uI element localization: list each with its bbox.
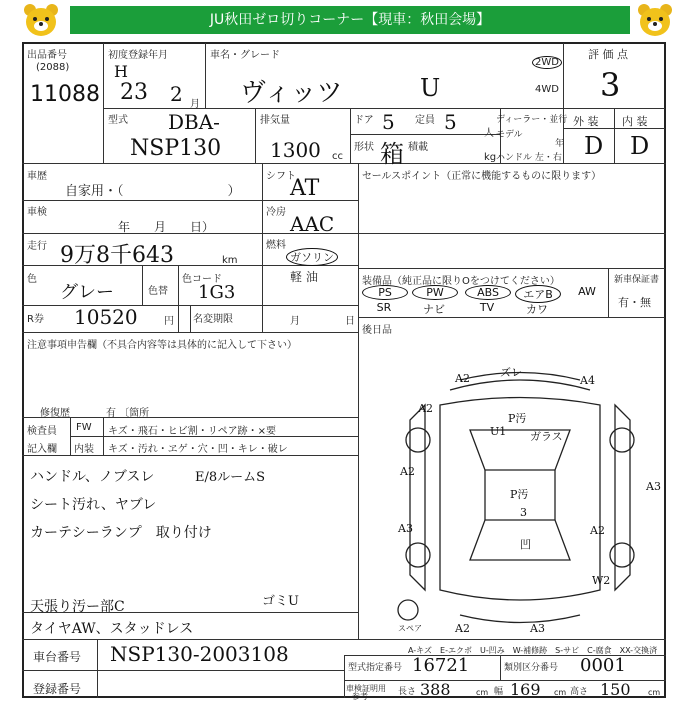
width-unit: cm bbox=[554, 688, 567, 697]
shape-value: 箱 bbox=[380, 140, 404, 168]
new-warranty-label: 新車保証書 bbox=[614, 275, 660, 285]
equipment-label: 装備品（純正品に限りOをつけてください） bbox=[362, 276, 560, 287]
equipment-item: カワ bbox=[526, 303, 548, 316]
name-change-month: 月 bbox=[290, 316, 300, 327]
notes-label: 注意事項申告欄（不具合内容等は具体的に記入して下さい） bbox=[27, 340, 297, 351]
registration-month: 2 bbox=[170, 82, 183, 106]
drive-4wd: 4WD bbox=[535, 84, 559, 95]
displacement-value: 1300 bbox=[270, 138, 321, 162]
color-value: グレー bbox=[60, 282, 114, 303]
fw-label: FW bbox=[76, 422, 92, 433]
fuel-other: 軽 油 bbox=[290, 270, 318, 284]
equipment-item: エアB bbox=[515, 285, 561, 303]
interior-note-label: 内装 bbox=[74, 444, 94, 455]
header-title: JU秋田ゼロ切りコーナー【現車：秋田会場】 bbox=[70, 6, 630, 34]
diagram-mark: A2 bbox=[455, 372, 470, 385]
selling-points-label: セールスポイント（正常に機能するものに限ります） bbox=[362, 171, 602, 182]
lot-number: 11088 bbox=[30, 82, 100, 107]
handwritten-note-4: 天張り汚ー部C bbox=[30, 599, 125, 615]
registration-era: H bbox=[114, 62, 128, 81]
width-value: 169 bbox=[510, 680, 541, 699]
equipment-item: ナビ bbox=[423, 303, 445, 316]
diagram-legend: A-キズ E-エクボ U-凹み W-補修跡 S-サビ C-腐食 XX-交換済 bbox=[408, 646, 658, 655]
registration-year: 23 bbox=[120, 80, 148, 105]
score-interior: D bbox=[630, 132, 650, 160]
diagram-mark: A3 bbox=[398, 522, 413, 535]
car-name-label: 車名・グレード bbox=[210, 50, 280, 61]
mileage-label: 走行 bbox=[27, 241, 47, 252]
diagram-mark: W2 bbox=[592, 574, 611, 587]
class-label: 類別区分番号 bbox=[504, 663, 559, 673]
diagram-mark: P汚 bbox=[508, 412, 527, 425]
lot-sub: (2088) bbox=[36, 62, 70, 73]
diagram-mark: A3 bbox=[530, 622, 545, 635]
score-label: 評 価 点 bbox=[588, 48, 628, 61]
recycle-label: R券 bbox=[27, 314, 44, 325]
color-code-label: 色コード bbox=[182, 274, 222, 285]
score-interior-label: 内 装 bbox=[622, 115, 648, 128]
drive-2wd: 2WD bbox=[532, 56, 562, 69]
doors-label: ドア bbox=[354, 115, 374, 126]
mileage-value: 9万8千643 bbox=[60, 243, 174, 268]
handwritten-note-1: ハンドル、ノブスレ bbox=[30, 469, 155, 485]
capacity-label: 定員 bbox=[415, 115, 435, 126]
bear-mascot-left-icon bbox=[22, 2, 60, 38]
name-change-label: 名変期限 bbox=[193, 314, 233, 325]
equipment-item: ABS bbox=[465, 285, 511, 300]
usage-value: 自家用・（ ） bbox=[65, 184, 241, 199]
model-code: NSP130 bbox=[130, 136, 222, 161]
handwritten-note-right-2: ゴミU bbox=[262, 594, 299, 609]
ref-label: 参考 bbox=[352, 692, 368, 701]
capacity-unit: 人 bbox=[484, 128, 494, 139]
length-unit: cm bbox=[476, 688, 489, 697]
frame-value: NSP130-2003108 bbox=[110, 642, 289, 666]
equipment-item: AW bbox=[578, 285, 596, 298]
height-label: 高さ bbox=[570, 687, 589, 697]
lot-label: 出品番号 bbox=[27, 50, 67, 61]
color-label: 色 bbox=[27, 274, 37, 285]
inspection-value: 年 月 日） bbox=[118, 220, 215, 234]
repaint-label: 色替 bbox=[148, 286, 168, 297]
registration-month-unit: 月 bbox=[190, 99, 200, 110]
score-exterior: D bbox=[584, 132, 604, 160]
equipment-item: TV bbox=[479, 301, 495, 314]
diagram-mark: 凹 bbox=[520, 538, 531, 551]
diagram-mark: A2 bbox=[400, 465, 415, 478]
recorder-label: 記入欄 bbox=[27, 444, 57, 455]
registration-label: 初度登録年月 bbox=[108, 50, 168, 61]
diagram-mark: U1 bbox=[490, 425, 507, 438]
type-designation-label: 型式指定番号 bbox=[348, 663, 403, 673]
cert-label: 車検証明用 bbox=[346, 684, 386, 693]
fuel-selected: ガソリン bbox=[286, 248, 338, 266]
transmission-label: シフト bbox=[266, 171, 296, 182]
displacement-unit: cc bbox=[332, 151, 343, 162]
displacement-label: 排気量 bbox=[260, 115, 290, 126]
handle-label: ハンドル 左・右 bbox=[496, 153, 562, 163]
mileage-unit: km bbox=[222, 255, 238, 266]
name-change-day: 日 bbox=[345, 316, 355, 327]
handwritten-note-right-1: E/8ルームS bbox=[195, 470, 266, 485]
recycle-value: 10520 bbox=[74, 305, 138, 329]
model-year-label: モデル bbox=[496, 130, 523, 140]
height-unit: cm bbox=[648, 688, 661, 697]
diagram-mark: A3 bbox=[646, 480, 661, 493]
repair-value: 有 〔箇所 bbox=[106, 408, 150, 419]
load-label: 積載 bbox=[408, 142, 428, 153]
reg-number-label: 登録番号 bbox=[33, 682, 82, 696]
diagram-mark: A2 bbox=[418, 402, 433, 415]
usage-label: 車歴 bbox=[27, 171, 47, 182]
equipment-item: PW bbox=[412, 285, 458, 300]
diagram-mark: 3 bbox=[520, 506, 527, 519]
length-label: 長さ bbox=[398, 687, 417, 697]
handwritten-note-5: タイヤAW、スタッドレス bbox=[30, 621, 194, 637]
car-name: ヴィッツ bbox=[240, 78, 343, 108]
fuel-label: 燃料 bbox=[266, 240, 286, 251]
bear-mascot-right-icon bbox=[636, 2, 674, 38]
type-designation-value: 16721 bbox=[412, 655, 470, 676]
dealer-label: ディーラー・並行 bbox=[496, 115, 568, 125]
header bbox=[0, 0, 700, 40]
model-prefix: DBA- bbox=[168, 110, 220, 134]
class-value: 0001 bbox=[580, 655, 626, 676]
recycle-unit: 円 bbox=[164, 316, 174, 327]
color-code-value: 1G3 bbox=[198, 282, 236, 303]
spare-label: スペア bbox=[398, 624, 422, 633]
aircon-value: AAC bbox=[290, 212, 335, 236]
diagram-mark: A2 bbox=[455, 622, 470, 635]
inspection-label: 車検 bbox=[27, 207, 47, 218]
height-value: 150 bbox=[600, 680, 631, 699]
diagram-mark: P汚 bbox=[510, 488, 529, 501]
model-year-unit: 年 bbox=[555, 139, 565, 149]
rear-seat-label: 後日品 bbox=[362, 325, 392, 336]
diagram-mark: A2 bbox=[590, 524, 605, 537]
fw-items: キズ・飛石・ヒビ割・リペア跡・×要 bbox=[108, 426, 276, 437]
doors-value: 5 bbox=[382, 110, 395, 134]
width-label: 幅 bbox=[494, 687, 504, 697]
score-value: 3 bbox=[600, 66, 621, 104]
shape-label: 形状 bbox=[354, 142, 374, 153]
diagram-mark: A4 bbox=[580, 374, 595, 387]
score-exterior-label: 外 装 bbox=[573, 115, 599, 128]
capacity-value: 5 bbox=[444, 110, 457, 134]
handwritten-note-3: カーテシーランプ 取り付け bbox=[30, 525, 212, 541]
equipment-item: PS bbox=[362, 285, 408, 300]
diagram-mark: ズレ bbox=[500, 366, 522, 379]
repair-label: 修復歴 bbox=[40, 408, 70, 419]
load-unit: kg bbox=[484, 152, 497, 163]
car-grade: U bbox=[420, 74, 441, 102]
frame-label: 車台番号 bbox=[33, 650, 82, 664]
diagram-mark: ガラス bbox=[530, 430, 563, 443]
handwritten-note-2: シート汚れ、ヤブレ bbox=[30, 497, 157, 513]
aircon-label: 冷房 bbox=[266, 207, 286, 218]
transmission-value: AT bbox=[290, 176, 320, 201]
equipment-item: SR bbox=[376, 301, 392, 314]
length-value: 388 bbox=[420, 680, 451, 699]
model-label: 型式 bbox=[108, 115, 128, 126]
interior-note-items: キズ・汚れ・ヱゲ・穴・凹・キレ・破レ bbox=[108, 444, 288, 455]
inspector-label: 検査員 bbox=[27, 426, 57, 437]
new-warranty-value: 有・無 bbox=[618, 296, 651, 309]
